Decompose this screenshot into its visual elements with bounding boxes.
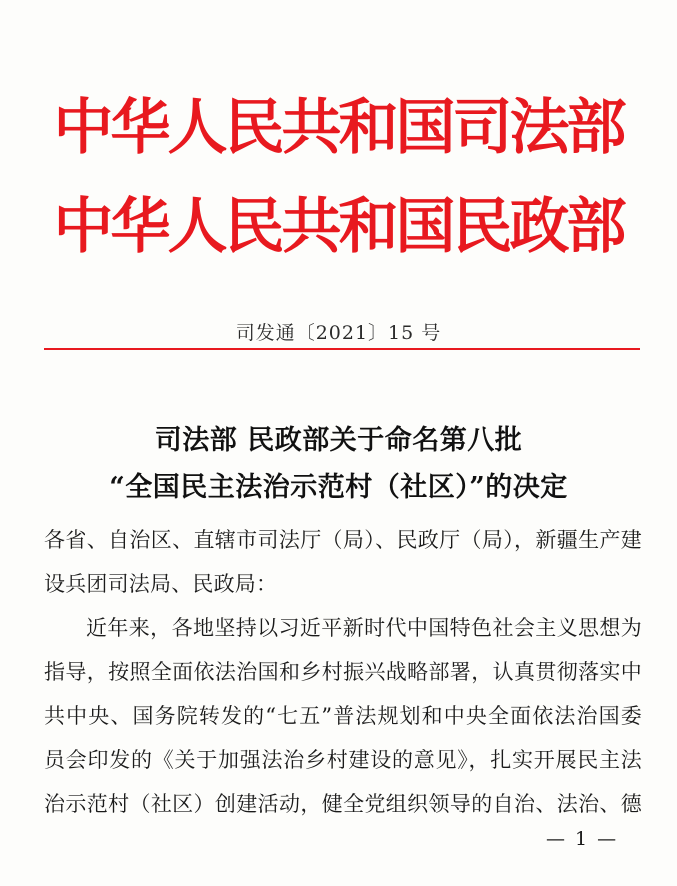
document-number: 司发通〔2021〕15 号 <box>235 322 442 344</box>
body-line-4: 指导，按照全面依法治国和乡村振兴战略部署，认真贯彻落实中 <box>44 660 642 684</box>
body-line-3: 近年来，各地坚持以习近平新时代中国特色社会主义思想为 <box>86 616 642 640</box>
issuer-header-justice: 中华人民共和国司法部 <box>53 93 624 163</box>
document-title-line-1: 司法部 民政部关于命名第八批 <box>154 425 523 456</box>
body-line-6: 员会印发的《关于加强法治乡村建设的意见》，扎实开展民主法 <box>44 748 642 772</box>
page-number: — 1 — <box>546 828 619 850</box>
body-line-7: 治示范村（社区）创建活动，健全党组织领导的自治、法治、德 <box>44 792 642 816</box>
issuer-header-civil-affairs: 中华人民共和国民政部 <box>53 192 624 262</box>
body-line-2: 设兵团司法局、民政局： <box>44 572 278 596</box>
body-line-5: 共中央、国务院转发的“七五”普法规划和中央全面依法治国委 <box>44 704 642 728</box>
document-title-line-2: “全国民主法治示范村（社区）”的决定 <box>109 472 568 503</box>
body-line-1: 各省、自治区、直辖市司法厅（局）、民政厅（局），新疆生产建 <box>44 528 642 552</box>
red-divider-rule <box>44 348 640 350</box>
